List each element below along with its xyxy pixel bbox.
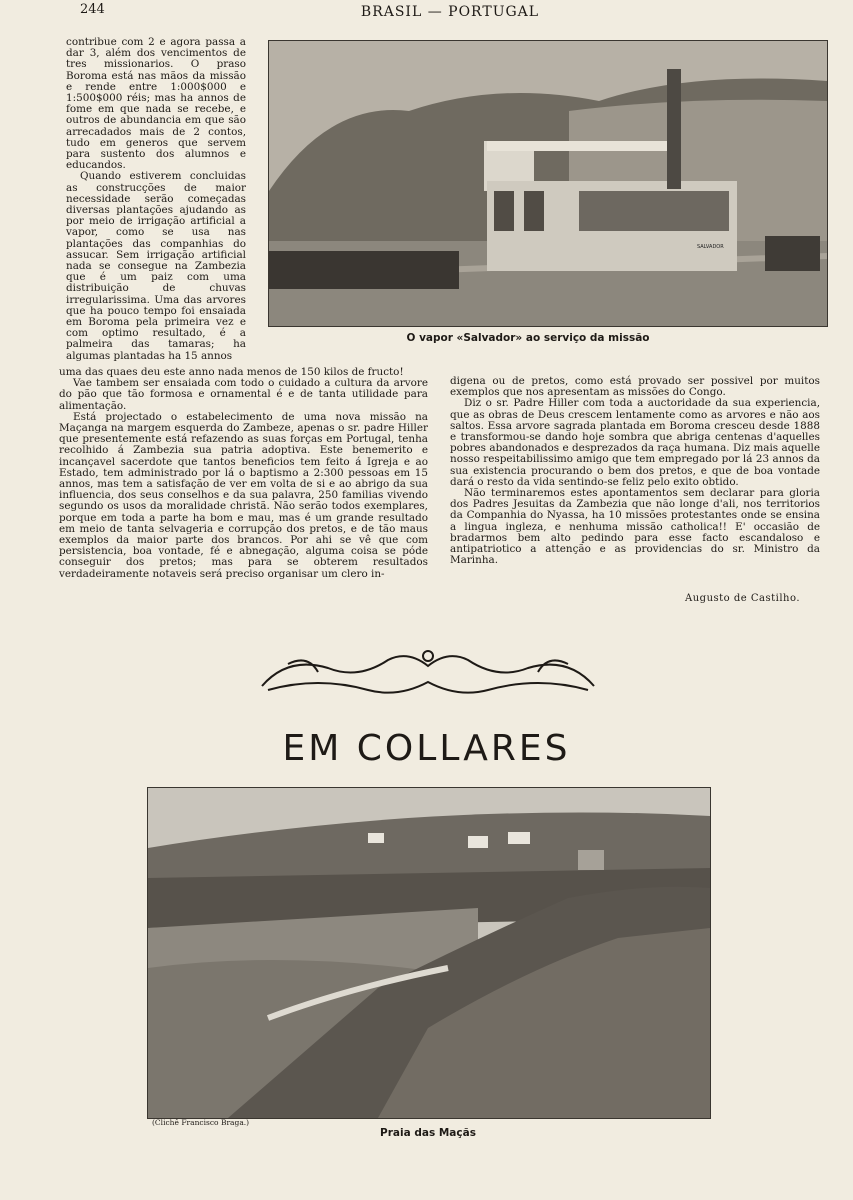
beach-caption: Praia das Maçãs [380, 1127, 476, 1139]
page-number: 244 [80, 2, 105, 17]
paragraph: Quando estiverem concluidas as construcções de maior necessidade serão começadas diversas plantações ajudando as por meio de irrigação artificial a vapor, como se usa nas plantações das companhias do assucar. Sem irrigação artificial nada se consegue na Zambezia que é um paiz com uma distribuição de chuvas irregularissima. Uma das arvores que ha pouco tempo foi ensaiada em Boroma pela primeira vez e com optimo resultado, é a palmeira das tamaras; ha algumas plantadas ha 15 annos [66, 170, 246, 362]
boat-name-label: SALVADOR [697, 244, 724, 250]
author-signature: Augusto de Castilho. [685, 593, 800, 604]
steamer-photo [268, 40, 828, 327]
paragraph: digena ou de pretos, como está provado ser possivel por muitos exemplos que nos apresentam as missões do Congo. [450, 375, 820, 399]
beach-photo [147, 787, 711, 1119]
decorative-ornament [258, 646, 598, 698]
paragraph: uma das quaes deu este anno nada menos de 150 kilos de fructo! [59, 366, 404, 378]
article1-right-column [450, 376, 820, 566]
paragraph: Diz o sr. Padre Hiller com toda a auctoridade da sua experiencia, que as obras de Deus crescem lentamente como as arvores e não aos saltos. Essa arvore sagrada plantada em Boroma cresceu desde 1888 e transformou-se dando hoje sombra que abriga centenas d'aquelles pobres abandonados e desprezados da raça humana. Diz mais aquelle nosso respeitabilissimo amigo que tem empregado por lá 23 annos da sua existencia procurando o bem dos pretos, e que de boa vontade dará o resto da vida sentindo-se feliz pelo exito obtido. [450, 397, 820, 488]
steamer-caption: O vapor «Salvador» ao serviço da missão [406, 332, 650, 344]
paragraph: Não terminaremos estes apontamentos sem declarar para gloria dos Padres Jesuitas da Zambezia que não longe d'ali, nos territorios da Companhia do Nyassa, ha 10 missões protestantes onde se ensina a lingua ingleza, e nenhuma missão catholica!! E' occasião de bradarmos bem alto pedindo para esse facto escandaloso e antipatriotico a attenção e as providencias do sr. Ministro da Marinha. [450, 487, 820, 567]
paragraph: Vae tambem ser ensaiada com todo o cuidado a cultura da arvore do pão que tão formosa e ornamental é e de tanta utilidade para alimentação. [59, 377, 428, 412]
photo-credit: (Clichê Francisco Braga.) [152, 1118, 250, 1127]
article1-left-column [66, 37, 246, 362]
paragraph: Está projectado o estabelecimento de uma nova missão na Maçanga na margem esquerda do Zambeze, apenas o sr. padre Hiller que presentemente está refazendo as suas forças em Portugal, tenha recolhido á Zambezia sua patria adoptiva. Este benemerito e incançavel sacerdote que tantos beneficios tem feito á Igreja e ao Estado, tem administrado por lá o baptismo a 2:300 pessoas em 15 annos, mas tem a satisfação de ver em volta de si e ao abrigo da sua influencia, dos seus conselhos e da sua palavra, 250 familias vivendo segundo os usos da moralidade christã. Não serão todos exemplares, porque em toda a parte ha bom e mau, mas é um grande resultado em meio de tanta selvageria e corrupção dos pretos, e de tão maus exemplos da maior parte dos brancos. Por ahi se vê que com persistencia, boa vontade, fé e abnegação, alguma coisa se póde conseguir dos pretos; mas para se obterem resultados verdadeiramente notaveis será preciso organisar um clero in- [59, 410, 428, 580]
paragraph: contribue com 2 e agora passa a dar 3, além dos vencimentos de tres missionarios. O praso Boroma está nas mãos da missão e rende entre 1:000$000 e 1:500$000 réis; mas ha annos de fome em que nada se recebe, e outros de abundancia em que são arrecadados mais de 2 contos, tudo em generos que servem para sustento dos alumnos e educandos. [66, 36, 246, 172]
article2-title: EM COLLARES [282, 728, 571, 769]
running-title: BRASIL — PORTUGAL [360, 4, 540, 20]
article1-left-continuation [59, 367, 428, 580]
